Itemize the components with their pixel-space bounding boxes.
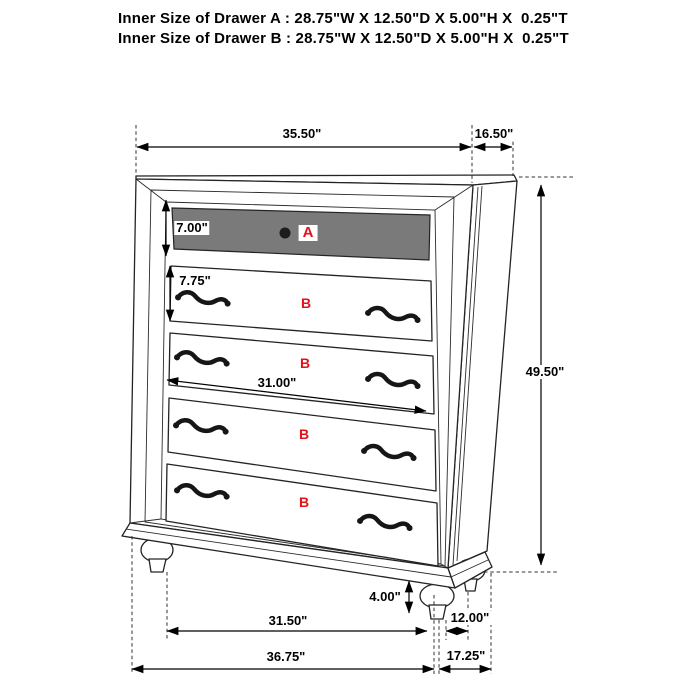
dim-drawer-width-label: 31.00" [257, 375, 297, 390]
dim-foot-span-width-label: 31.50" [268, 613, 308, 628]
drawer-a-knob-icon [280, 228, 291, 239]
title-inner-size-drawer-a: Inner Size of Drawer A : 28.75"W X 12.50"D X 5.00"H X 0.25"T [118, 10, 568, 27]
dim-height-label: 49.50" [525, 364, 565, 379]
chest-drawing [122, 175, 517, 619]
drawer-a-label: A [299, 225, 318, 241]
dim-drawer-b-height-label: 7.75" [179, 273, 211, 288]
drawer-b3-label: B [298, 426, 310, 442]
dim-overall-width-label: 36.75" [266, 649, 306, 664]
dim-top-depth-label: 16.50" [474, 126, 514, 141]
drawer-b1-label: B [300, 295, 312, 311]
drawer-b4-label: B [298, 494, 310, 510]
dim-drawer-a-height-label: 7.00" [176, 220, 208, 235]
dim-foot-span-depth-label: 12.00" [450, 610, 490, 625]
dim-overall-depth-label: 17.25" [446, 648, 486, 663]
drawer-b2-label: B [299, 355, 311, 371]
title-inner-size-drawer-b: Inner Size of Drawer B : 28.75"W X 12.50"D X 5.00"H X 0.25"T [118, 30, 569, 47]
dim-top-width-label: 35.50" [282, 126, 322, 141]
dim-foot-height-label: 4.00" [369, 589, 401, 604]
